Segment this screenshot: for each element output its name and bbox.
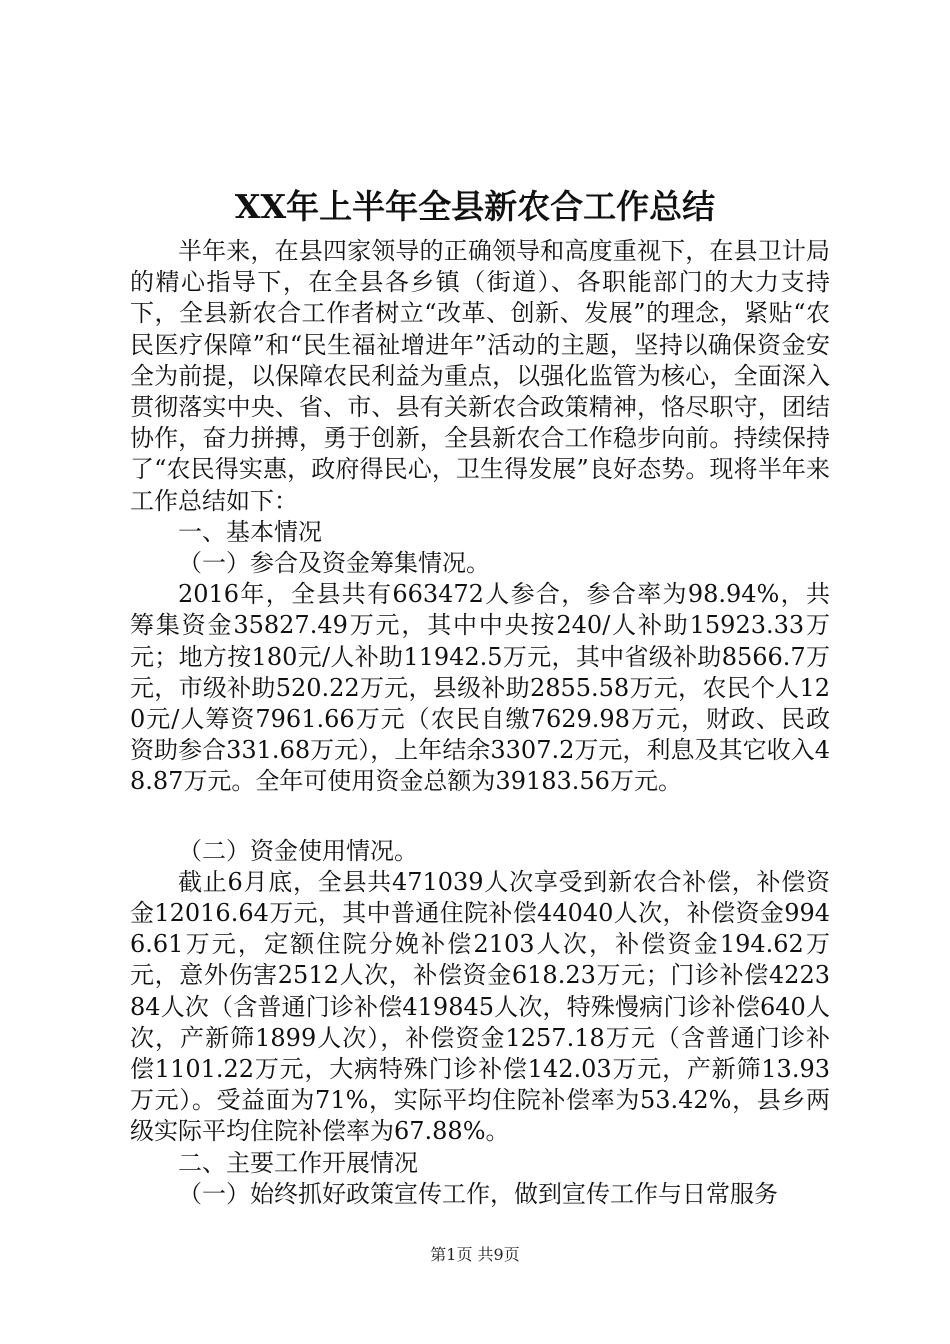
section-heading-main-work: 二、主要工作开展情况 — [178, 1148, 418, 1177]
fund-usage-paragraph: 截止6月底，全县共471039人次享受到新农合补偿，补偿资金12016.64万元，其中普通住院补偿44040人次，补偿资金9946.61万元，定额住院分娩补偿2103人次，补偿资金194.62万元，意外伤害2512人次，补偿资金618.23万元；门诊补偿422384人次（含普通门诊补偿419845人次，特殊慢病门诊补偿640人次，产新筛1899人次），补偿资金1257.18万元（含普通门诊补偿1101.22万元，大病特殊门诊补偿142.03万元，产新筛13.93万元）。受益面为71%，实际平均住院补偿率为53.42%，县乡两级实际平均住院补偿率为67.88%。 — [130, 867, 830, 1146]
subsection-heading-enrollment-funding: （一）参合及资金筹集情况。 — [178, 549, 490, 578]
enrollment-funding-paragraph: 2016年，全县共有663472人参合，参合率为98.94%，共筹集资金35827.49万元，其中中央按240/人补助15923.33万元；地方按180元/人补助11942.5万元，其中省级补助8566.7万元，市级补助520.22万元，县级补助2855.58万元，农民个人120元/人筹资7961.66万元（农民自缴7629.98万元，财政、民政资助参合331.68万元），上年结余3307.2万元，利息及其它收入48.87万元。全年可使用资金总额为39183.56万元。 — [130, 580, 830, 796]
page-number: 第1页 共9页 — [430, 1245, 520, 1264]
section-heading-basic-situation: 一、基本情况 — [178, 517, 322, 546]
document-title: XX年上半年全县新农合工作总结 — [234, 187, 716, 226]
intro-paragraph: 半年来，在县四家领导的正确领导和高度重视下，在县卫计局的精心指导下，在全县各乡镇（街道）、各职能部门的大力支持下，全县新农合工作者树立“改革、创新、发展”的理念，紧贴“农民医疗保障”和“民生福祉增进年”活动的主题，坚持以确保资金安全为前提，以保障农民利益为重点，以强化监管为核心，全面深入贯彻落实中央、省、市、县有关新农合政策精神，恪尽职守，团结协作，奋力拼搏，勇于创新，全县新农合工作稳步向前。持续保持了“农民得实惠，政府得民心，卫生得发展”良好态势。现将半年来工作总结如下： — [130, 237, 830, 515]
document-body — [130, 236, 830, 1210]
paragraph-spacer — [130, 798, 830, 836]
subsection-heading-fund-usage: （二）资金使用情况。 — [178, 836, 418, 865]
subsection-heading-policy-promotion: （一）始终抓好政策宣传工作，做到宣传工作与日常服务 — [178, 1179, 778, 1208]
